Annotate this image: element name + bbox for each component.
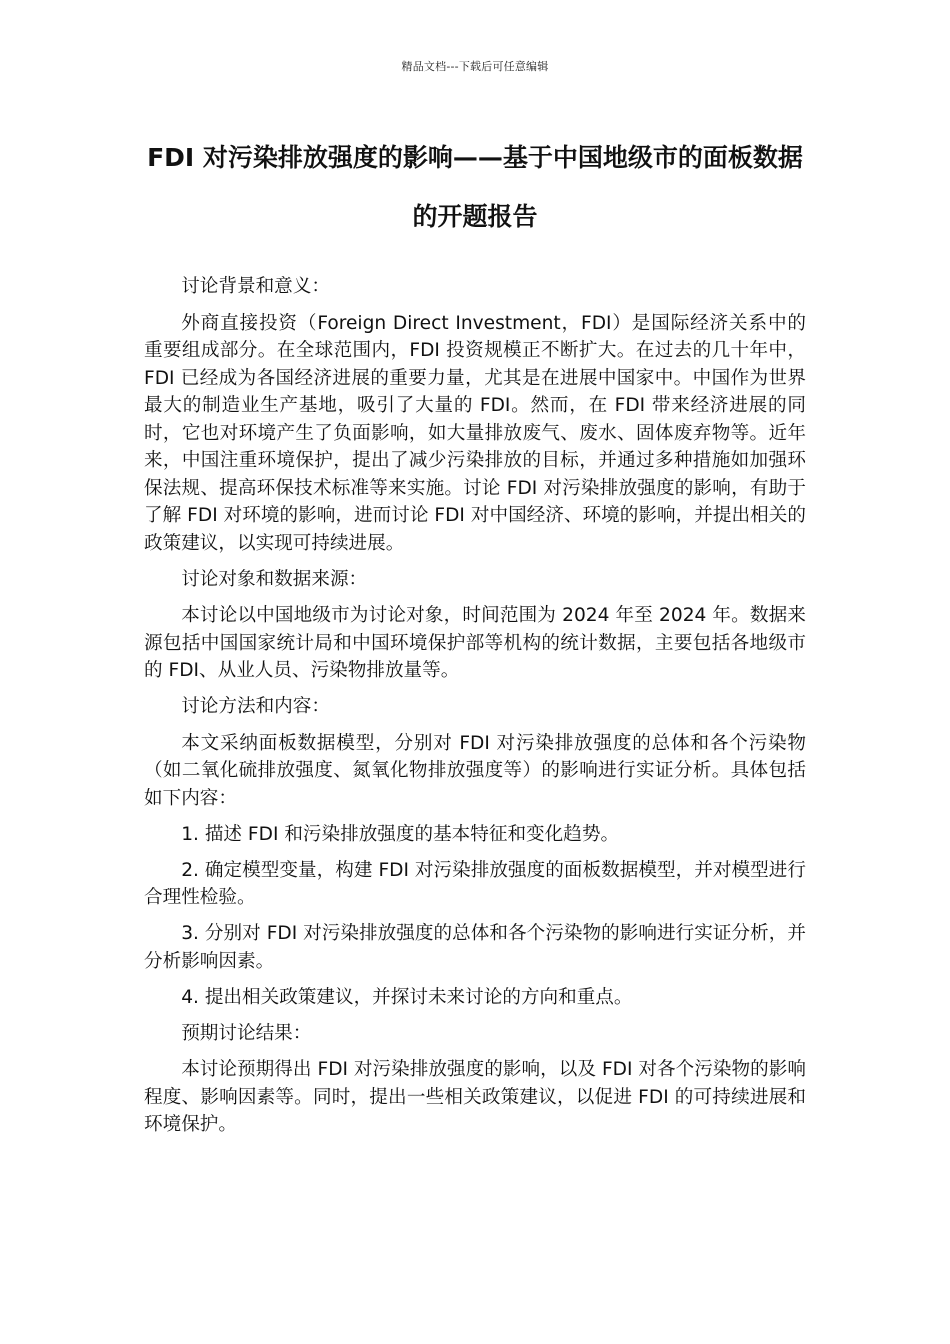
paragraph-data-source: 本讨论以中国地级市为讨论对象，时间范围为 2024 年至 2024 年。数据来源包括中国国家统计局和中国环境保护部等机构的统计数据，主要包括各地级市的 FDI、从业人员、污染物排放量等。 xyxy=(144,605,806,681)
list-item: 1. 描述 FDI 和污染排放强度的基本特征和变化趋势。 xyxy=(181,823,620,845)
list-item: 4. 提出相关政策建议，并探讨未来讨论的方向和重点。 xyxy=(181,986,633,1008)
section-heading-method: 讨论方法和内容： xyxy=(181,696,330,717)
section-heading-expected-results: 预期讨论结果： xyxy=(181,1022,312,1044)
section-heading-background: 讨论背景和意义： xyxy=(181,276,330,297)
list-item: 3. 分别对 FDI 对污染排放强度的总体和各个污染物的影响进行实证分析，并分析影响因素。 xyxy=(144,923,806,972)
header-note: 精品文档---下载后可任意编辑 xyxy=(401,60,549,73)
list-item: 2. 确定模型变量，构建 FDI 对污染排放强度的面板数据模型，并对模型进行合理性检验。 xyxy=(144,859,806,908)
paragraph-background: 外商直接投资（Foreign Direct Investment，FDI）是国际经济关系中的重要组成部分。在全球范围内，FDI 投资规模正不断扩大。在过去的几十年中，FDI 已经成为各国经济进展的重要力量，尤其是在进展中国家中。中国作为世界最大的制造业生产基地，吸引了大量的 FDI。然而，在 FDI 带来经济进展的同时，它也对环境产生了负面影响，如大量排放废气、废水、固体废弃物等。近年来，中国注重环境保护，提出了减少污染排放的目标，并通过多种措施如加强环保法规、提高环保技术标准等来实施。讨论 FDI 对污染排放强度的影响，有助于了解 FDI 对环境的影响，进而讨论 FDI 对中国经济、环境的影响，并提出相关的政策建议，以实现可持续进展。 xyxy=(144,312,806,554)
paragraph-method: 本文采纳面板数据模型，分别对 FDI 对污染排放强度的总体和各个污染物（如二氧化硫排放强度、氮氧化物排放强度等）的影响进行实证分析。具体包括如下内容： xyxy=(144,732,806,809)
document-body xyxy=(144,273,806,1147)
section-heading-data-source: 讨论对象和数据来源： xyxy=(181,568,368,590)
document-title: FDI 对污染排放强度的影响——基于中国地级市的面板数据的开题报告 xyxy=(147,143,803,231)
paragraph-expected-results: 本讨论预期得出 FDI 对污染排放强度的影响，以及 FDI 对各个污染物的影响程度、影响因素等。同时，提出一些相关政策建议，以促进 FDI 的可持续进展和环境保护。 xyxy=(144,1059,806,1135)
